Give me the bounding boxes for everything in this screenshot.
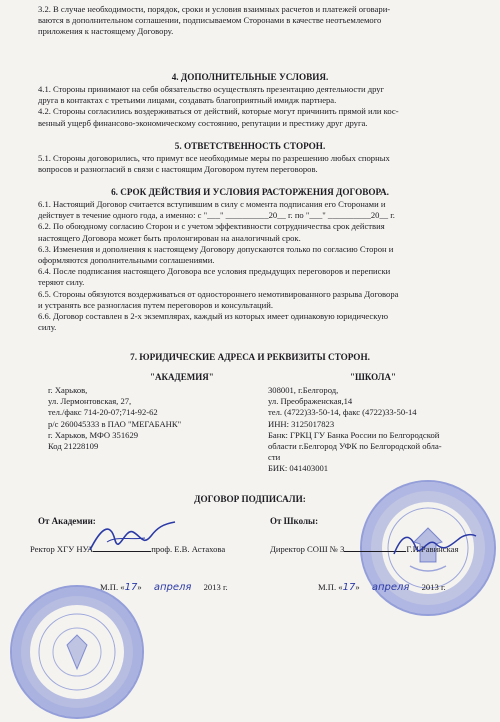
clause-line: 6.1. Настоящий Договор считается вступившим в силу с момента подписания его Сторонами и	[38, 199, 386, 209]
detail-line: г. Харьков,	[48, 385, 88, 395]
mp-quote: »	[137, 582, 142, 592]
school-stamp-date	[318, 582, 446, 593]
clause-line: 6.2. По обоюдному согласию Сторон и с учетом эффективности сотрудничества срок действия	[38, 221, 385, 232]
section-5-body	[38, 153, 478, 175]
clause-line: и устранять все разногласия путем переговоров и консультаций.	[38, 299, 273, 310]
party-name-academy: "АКАДЕМИЯ"	[150, 372, 214, 382]
mp-label: М.П. «	[318, 582, 343, 592]
school-signer-name: Г.И.Равинская	[406, 544, 459, 554]
mp-month: апреля	[371, 582, 410, 593]
detail-line: тел./факс 714-20-07;714-92-62	[48, 407, 158, 418]
detail-line: области г.Белгород УФК по Белгородской обла-	[268, 440, 442, 451]
clause-line: 6.5. Стороны обязуются воздерживаться от одностороннего немотивированного разрыва Договора	[38, 288, 399, 299]
academy-signer-name: проф. Е.В. Астахова	[151, 544, 226, 554]
clause-line: ваются в дополнительном соглашении, подписываемом Сторонами в качестве неотъемлемого	[38, 15, 382, 26]
clause-line: действует в течение одного года, а именно: с "___" __________20__ г. по "___" __________20__ г.	[38, 210, 395, 221]
clause-line: оформляются дополнительными соглашениями.	[38, 255, 215, 266]
detail-line: 308001, г.Белгород,	[268, 385, 339, 395]
clause-3-2	[38, 4, 478, 38]
section-6-body	[38, 199, 478, 333]
clause-line: 4.1. Стороны принимают на себя обязательство осуществлять презентацию деятельности друг	[38, 84, 385, 94]
detail-line: Банк: ГРКЦ ГУ Банка России по Белгородской	[268, 429, 440, 440]
clause-line: 5.1. Стороны договорились, что примут все необходимые меры по разрешению любых спорных	[38, 153, 390, 163]
detail-line: ИНН: 3125017823	[268, 418, 335, 429]
clause-line: друга в контактах с третьими лицами, создавать благоприятный имидж партнера.	[38, 95, 337, 106]
school-signer-title: Директор СОШ № 3	[270, 544, 345, 554]
section-4-body	[38, 84, 478, 129]
detail-line: тел. (4722)33-50-14, факс (4722)33-50-14	[268, 407, 417, 418]
section-4-title: 4. ДОПОЛНИТЕЛЬНЫЕ УСЛОВИЯ.	[171, 72, 329, 82]
academy-seal-graphic	[12, 587, 142, 717]
detail-line: Код 21228109	[48, 440, 99, 451]
detail-line: ул. Лермонтовская, 27,	[48, 396, 132, 407]
party-name-school: "ШКОЛА"	[350, 372, 396, 382]
academy-signature	[85, 510, 185, 560]
school-signature	[390, 524, 480, 564]
clause-line: венный ущерб финансово-экономическому состоянию, репутации и престижу друг друга.	[38, 117, 368, 128]
section-7-title: 7. ЮРИДИЧЕСКИЕ АДРЕСА И РЕКВИЗИТЫ СТОРОН.	[130, 352, 370, 362]
clause-line: силу.	[38, 322, 57, 333]
detail-line: р/с 260045333 в ПАО "МЕГАБАНК"	[48, 418, 182, 429]
clause-line: приложения к настоящему Договору.	[38, 26, 174, 37]
academy-seal	[10, 585, 144, 719]
mp-year-suffix: г.	[222, 582, 228, 592]
signed-title: ДОГОВОР ПОДПИСАЛИ:	[194, 494, 306, 504]
section-6-title: 6. СРОК ДЕЙСТВИЯ И УСЛОВИЯ РАСТОРЖЕНИЯ ДОГОВОРА.	[111, 187, 389, 197]
clause-line: 3.2. В случае необходимости, порядок, сроки и условия взаимных расчетов и платежей оговари-	[38, 4, 391, 14]
mp-year-suffix: г.	[440, 582, 446, 592]
clause-line: 6.6. Договор составлен в 2-х экземплярах, каждый из которых имеет одинаковую юридическую	[38, 311, 389, 322]
mp-year: 2013	[421, 582, 439, 592]
mp-quote: »	[355, 582, 360, 592]
mp-day: 17	[124, 582, 138, 593]
detail-line: г. Харьков, МФО 351629	[48, 429, 139, 440]
academy-details	[48, 385, 181, 452]
from-academy-label: От Академии:	[38, 516, 96, 526]
clause-line: 6.4. После подписания настоящего Договора все условия предыдущих переговоров и переписки	[38, 266, 391, 277]
clause-line: 4.2. Стороны согласились воздерживаться от действий, которые могут причинить прямой или кос-	[38, 106, 399, 117]
mp-day: 17	[342, 582, 356, 593]
from-school-label: От Школы:	[270, 516, 319, 526]
school-details	[268, 385, 442, 475]
mp-month: апреля	[153, 582, 192, 593]
section-5-title: 5. ОТВЕТСТВЕННОСТЬ СТОРОН.	[174, 141, 326, 151]
mp-label: М.П. «	[100, 582, 125, 592]
mp-year: 2013	[203, 582, 221, 592]
clause-line: вопросов и разногласий в связи с настоящим Договором путем переговоров.	[38, 164, 318, 175]
detail-line: сти	[268, 452, 281, 463]
clause-line: настоящего Договора может быть пролонгирован на аналогичный срок.	[38, 232, 301, 243]
detail-line: ул. Преображенская,14	[268, 396, 353, 407]
clause-line: 6.3. Изменения и дополнения к настоящему Договору допускаются только по согласию Сторон и	[38, 243, 394, 254]
detail-line: БИК: 041403001	[268, 463, 329, 474]
academy-signer-title: Ректор ХГУ НУА	[30, 544, 94, 554]
clause-line: теряют силу.	[38, 277, 85, 288]
